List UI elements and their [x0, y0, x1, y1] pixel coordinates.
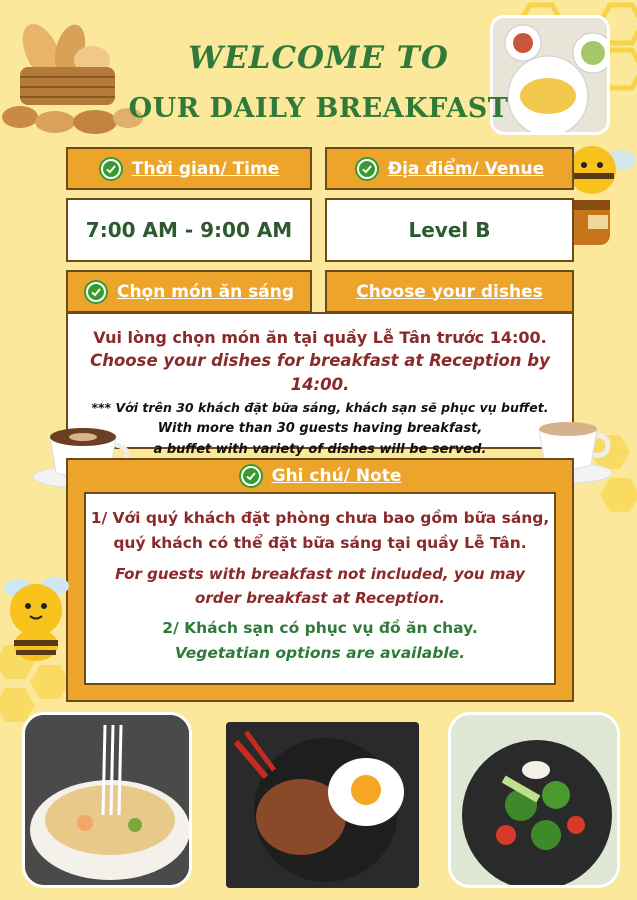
- buffet-line-en-1: With more than 30 guests having breakfast,: [157, 421, 483, 436]
- choose-line-en: Choose your dishes for breakfast at Reception by 14:00.: [90, 351, 550, 394]
- pho-noodle-soup-photo: [22, 712, 192, 888]
- choose-dishes-panel: [66, 312, 574, 457]
- note-header-label: Ghi chú/ Note: [271, 466, 402, 486]
- choose-header-vi: [66, 270, 312, 313]
- time-box: [66, 198, 312, 262]
- check-icon: [99, 157, 123, 181]
- venue-header: [325, 147, 574, 190]
- venue-box: [325, 198, 574, 262]
- bee-left-illustration: [0, 570, 80, 665]
- note-item1-vi-line1: 1/ Với quý khách đặt phòng chưa bao gồm bữa sáng,: [90, 509, 550, 527]
- vegetable-salad-photo: [448, 712, 620, 888]
- stir-fry-egg-rice-photo: [226, 722, 419, 888]
- welcome-title: WELCOME TO: [188, 40, 449, 76]
- check-icon: [355, 157, 379, 181]
- choose-header-vi-label: Chọn món ăn sáng: [116, 281, 295, 302]
- venue-value: Level B: [408, 218, 491, 242]
- choose-header-en: [325, 270, 574, 313]
- check-icon: [84, 280, 108, 304]
- note-panel: [84, 492, 556, 685]
- time-value: 7:00 AM - 9:00 AM: [85, 218, 293, 242]
- venue-header-label: Địa điểm/ Venue: [387, 158, 545, 179]
- note-header: [68, 460, 572, 492]
- note-item1-vi-line2: quý khách có thể đặt bữa sáng tại quầy Lễ Tân.: [113, 534, 527, 552]
- choose-line-vi: Vui lòng chọn món ăn tại quầy Lễ Tân trước 14:00.: [93, 328, 547, 347]
- time-header-label: Thời gian/ Time: [131, 158, 280, 179]
- time-header: [66, 147, 312, 190]
- note-item2-vi: 2/ Khách sạn có phục vụ đồ ăn chay.: [162, 619, 478, 637]
- note-item1-en-line2: order breakfast at Reception.: [195, 589, 445, 607]
- breakfast-title: OUR DAILY BREAKFAST: [128, 93, 509, 124]
- buffet-line-en-2: a buffet with variety of dishes will be served.: [153, 442, 487, 457]
- check-icon: [239, 464, 263, 488]
- note-item2-en: Vegetatian options are available.: [174, 644, 466, 662]
- buffet-line-vi: *** Với trên 30 khách đặt bữa sáng, khách sạn sẽ phục vụ buffet.: [91, 400, 549, 415]
- note-item1-en-line1: For guests with breakfast not included, you may: [115, 565, 525, 583]
- choose-header-en-label: Choose your dishes: [356, 281, 543, 302]
